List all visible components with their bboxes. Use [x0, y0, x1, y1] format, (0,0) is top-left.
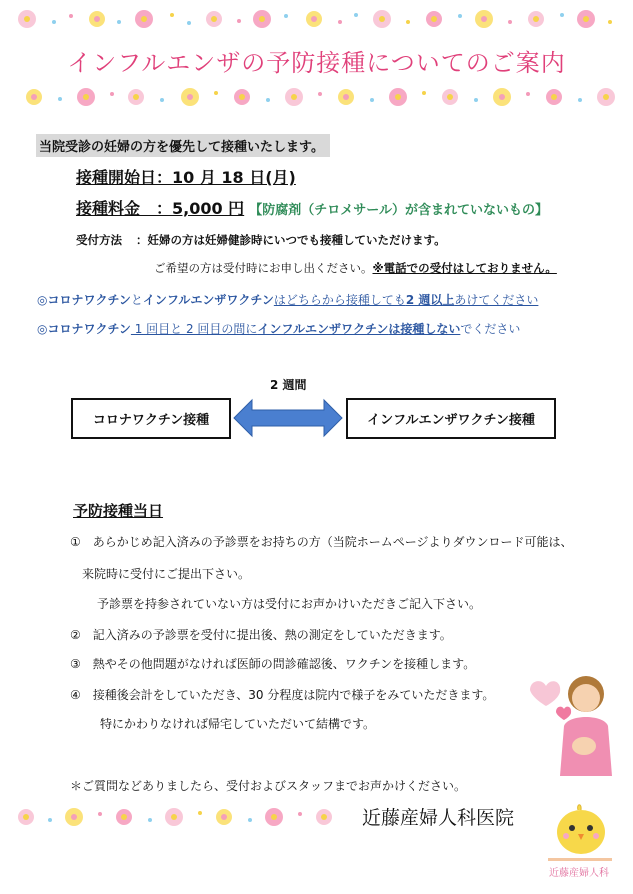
covid-note-1 [37, 291, 538, 308]
bird-logo-icon [548, 798, 614, 860]
interval-label: 2 週間 [270, 378, 307, 392]
flu-vaccine-text: インフルエンザワクチン [257, 322, 389, 336]
conjunction-text: と [130, 293, 143, 307]
step-1-cont: 来院時に受付にご提出下さい。 [82, 567, 251, 581]
flower-border-bottom [14, 804, 344, 830]
page-title: インフルエンザの予防接種についてのご案内 [67, 49, 566, 77]
flu-vaccine-box: インフルエンザワクチン接種 [346, 398, 556, 439]
step-4: ④ 接種後会計をしていただき、30 分程度は院内で様子をみていただきます。 [70, 688, 495, 702]
double-circle-icon: ◎ [37, 322, 48, 336]
footer-note: ＊ご質問などありましたら、受付およびスタッフまでお声かけください。 [70, 779, 467, 793]
reception-text-2: ご希望の方は受付時にお申し出ください。 [154, 261, 373, 275]
nurse-illustration-icon [520, 668, 620, 780]
flower-icon [18, 10, 36, 28]
section-title: 予防接種当日 [73, 502, 164, 520]
flower-border-top [14, 6, 619, 32]
step-2: ② 記入済みの予診票を受付に提出後、熱の測定をしていただきます。 [70, 628, 452, 642]
reception-text-3: ※電話での受付はしておりません。 [372, 261, 557, 275]
reception-text: ：妊婦の方は妊婦健診時にいつでも接種していただけます。 [136, 233, 446, 247]
clinic-name: 近藤産婦人科医院 [362, 807, 515, 829]
reception-line [76, 232, 446, 248]
double-circle-icon: ◎ [37, 293, 48, 307]
covid-vaccine-box: コロナワクチン接種 [71, 398, 231, 439]
fee-label: 接種料金 ：5,000 円 [76, 199, 245, 218]
covid-note-2 [37, 320, 520, 337]
no-vaccinate-text: は接種しない [388, 322, 461, 336]
note-tail-text: でください [460, 322, 521, 336]
fee-line [76, 196, 548, 219]
double-arrow-icon [232, 397, 344, 439]
note-tail-text: あけてください [454, 293, 539, 307]
step-1: ① あらかじめ記入済みの予診票をお持ちの方（当院ホームページよりダウンロード可能は、 [70, 535, 573, 549]
priority-notice: 当院受診の妊婦の方を優先して接種いたします。 [36, 134, 330, 157]
step-3: ③ 熱やその他問題がなければ医師の問診確認後、ワクチンを接種します。 [70, 657, 476, 671]
step-4-cont: 特にかわりなければ帰宅していただいて結構です。 [100, 717, 376, 731]
flower-border-upper [14, 84, 619, 110]
start-date: 接種開始日：10 月 18 日(月) [76, 168, 296, 187]
logo-underline [548, 858, 612, 861]
covid-vaccine-text: コロナワクチン [47, 293, 131, 307]
reception-label: 受付方法 [76, 233, 122, 247]
step-1-note: 予診票を持参されていない方は受付にお声かけいただきご記入下さい。 [97, 597, 482, 611]
flu-vaccine-text: インフルエンザワクチン [142, 293, 274, 307]
interval-text: 2 週以上 [405, 293, 455, 307]
reception-line-2 [154, 260, 557, 276]
note-text: はどちらから接種しても [273, 293, 406, 307]
covid-vaccine-text: コロナワクチン [47, 322, 131, 336]
fee-note: 【防腐剤（チロメサール）が含まれていないもの】 [249, 203, 549, 218]
note-text: 1 回目と 2 回目の間に [130, 322, 258, 336]
logo-text: 近藤産婦人科 [549, 868, 609, 879]
